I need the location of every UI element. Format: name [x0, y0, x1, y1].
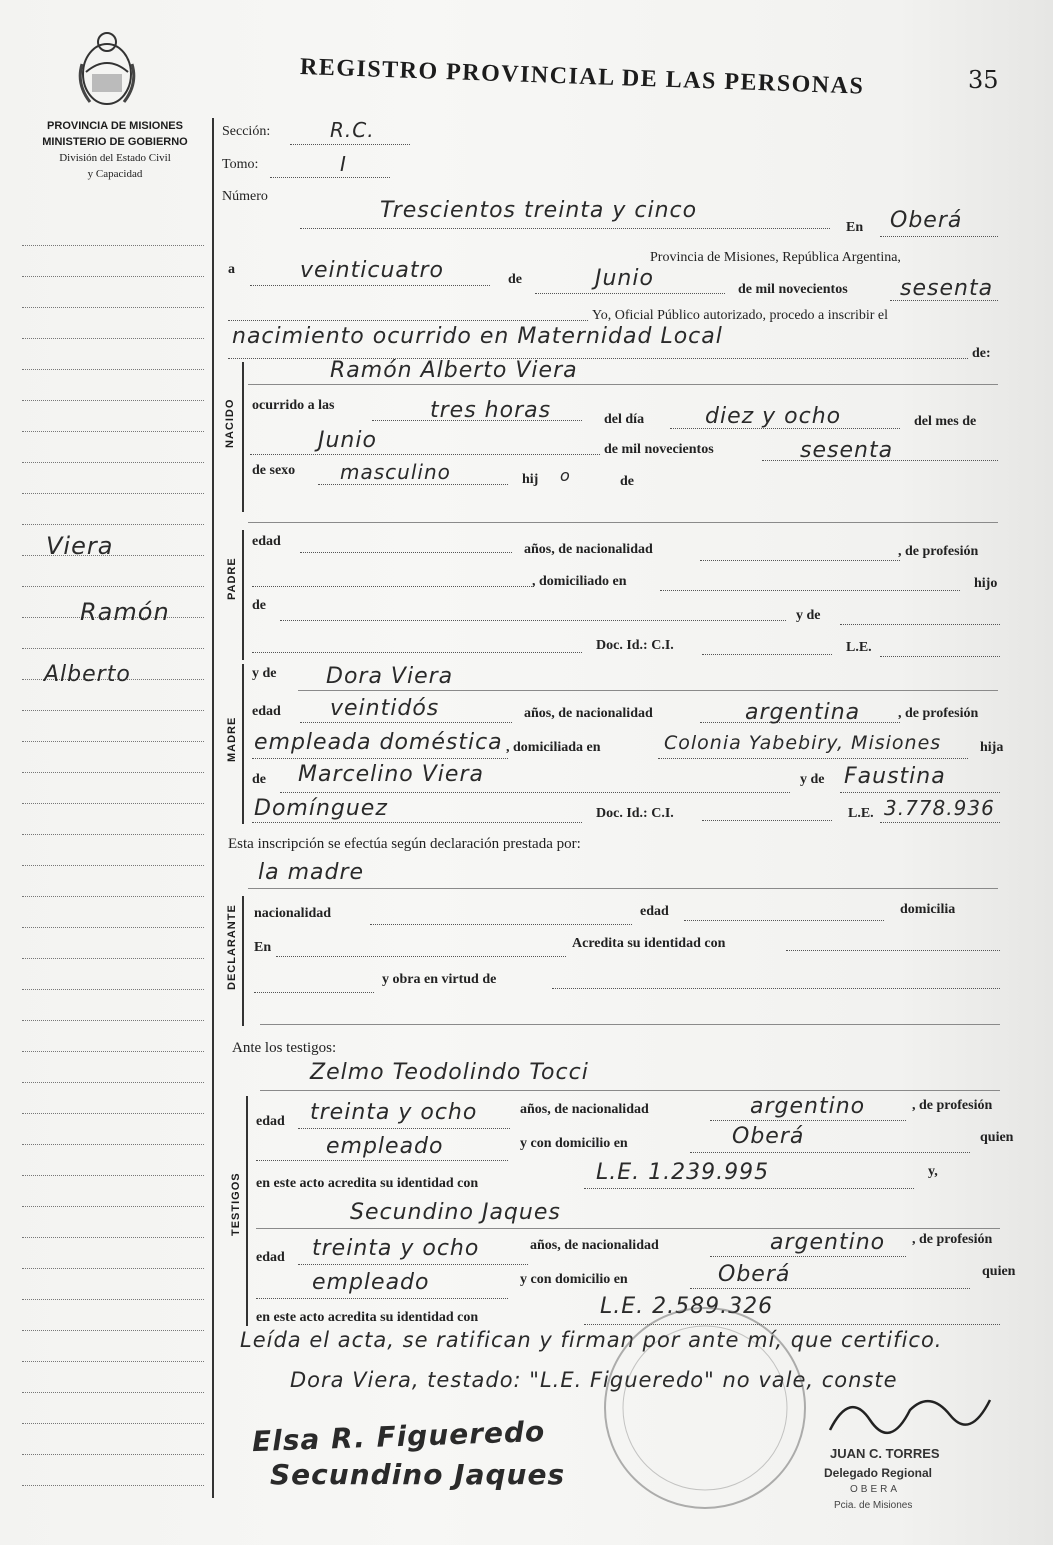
padre-section-label: PADRE — [226, 557, 238, 600]
padre-dom-label: , domiciliado en — [532, 574, 627, 589]
t1-prof-label: , de profesión — [912, 1098, 993, 1113]
madre-hija-label: hija — [980, 740, 1004, 755]
margin-ruled-line — [22, 989, 204, 990]
margin-ruled-line — [22, 1113, 204, 1114]
mes-nac-value: Junio — [318, 428, 377, 453]
declarante-obra-pre-line — [254, 992, 374, 993]
oficial-lugar: OBERA — [850, 1484, 901, 1495]
margin-ruled-line — [22, 276, 204, 277]
padre-edad-line — [300, 552, 512, 553]
margin-ruled-line — [22, 1268, 204, 1269]
t1-y-label: y, — [928, 1164, 938, 1179]
padre-hijo-label: hijo — [974, 576, 998, 591]
t2-nac-value: argentino — [770, 1230, 886, 1255]
abuela-line — [840, 792, 1000, 793]
madre-nac-value: argentina — [745, 700, 861, 725]
t2-edad-value: treinta y ocho — [312, 1236, 480, 1261]
padre-le-label: L.E. — [846, 640, 872, 655]
t2-nac-line — [710, 1256, 906, 1257]
nacimiento-value: nacimiento ocurrido en Maternidad Local — [232, 324, 723, 349]
division-label: División del Estado Civil — [59, 152, 171, 164]
madre-de-label: de — [252, 772, 266, 787]
hij-suffix: o — [560, 466, 571, 485]
abuelo-line — [280, 792, 790, 793]
madre-prof-line — [252, 758, 508, 759]
padre-le-line — [880, 656, 1000, 657]
ano-value: sesenta — [900, 276, 994, 301]
madre-prof-value: empleada doméstica — [254, 730, 503, 755]
padre-nac-line — [700, 560, 900, 561]
t1-nac-line — [710, 1120, 906, 1121]
en-label: En — [846, 220, 864, 235]
t1-dom-value: Oberá — [732, 1124, 805, 1149]
official-seal-icon — [590, 1298, 820, 1518]
t1-doc-line — [584, 1188, 914, 1189]
ano-nac-value: sesenta — [800, 438, 894, 463]
declarante-acredita-line — [786, 950, 1000, 951]
margin-ruled-line — [22, 958, 204, 959]
testigo2-value: Secundino Jaques — [350, 1200, 561, 1225]
margin-ruled-line — [22, 1206, 204, 1207]
declarante-en-line — [276, 956, 566, 957]
madre-edad-line — [300, 722, 512, 723]
margin-ruled-line — [22, 1330, 204, 1331]
numero-label: Número — [222, 189, 268, 204]
t2-anos-label: años, de nacionalidad — [530, 1238, 659, 1253]
margin-ruled-line — [22, 1299, 204, 1300]
padre-abuela-line — [840, 624, 1000, 625]
margin-ruled-line — [22, 1423, 204, 1424]
madre-dom-line — [658, 758, 968, 759]
margin-divider — [212, 118, 214, 1498]
margin-ruled-line — [22, 741, 204, 742]
madre-edad-label: edad — [252, 704, 281, 719]
margin-ruled-line — [22, 493, 204, 494]
tomo-label: Tomo: — [222, 157, 259, 172]
declarante-acredita-label: Acredita su identidad con — [572, 936, 726, 951]
declarante-section-label: DECLARANTE — [226, 904, 238, 990]
t2-edad-line — [298, 1264, 528, 1265]
dia-value: veinticuatro — [300, 258, 444, 283]
margin-ruled-line — [22, 1175, 204, 1176]
testigo1-line — [260, 1090, 1000, 1091]
t2-edad-label: edad — [256, 1250, 285, 1265]
mes-nac-line — [250, 454, 600, 455]
abuela-value: Faustina — [844, 764, 946, 789]
madre-yde-label: y de — [252, 666, 277, 681]
page-number: 35 — [968, 66, 999, 94]
oficial-prov: Pcia. de Misiones — [834, 1500, 913, 1511]
margin-middle-name: Alberto — [44, 662, 131, 687]
madre-anos-label: años, de nacionalidad — [524, 706, 653, 721]
yo-label: Yo, Oficial Público autorizado, procedo a inscribir el — [592, 308, 889, 323]
t2-prof-label: , de profesión — [912, 1232, 993, 1247]
padre-prof-label: , de profesión — [898, 544, 979, 559]
madre-edad-value: veintidós — [330, 696, 440, 721]
tomo-value: I — [340, 152, 347, 176]
margin-ruled-line — [22, 710, 204, 711]
padre-dom-line — [660, 590, 960, 591]
margin-ruled-line — [22, 803, 204, 804]
cierre2-text: Dora Viera, testado: "L.E. Figueredo" no vale, conste — [290, 1368, 898, 1392]
declarante-nac-line — [370, 924, 632, 925]
t1-dom-label: y con domicilio en — [520, 1136, 628, 1151]
a-label: a — [228, 262, 235, 277]
t1-edad-label: edad — [256, 1114, 285, 1129]
madre-dom-label: , domiciliada en — [506, 740, 601, 755]
t1-quien-label: quien — [980, 1130, 1014, 1145]
de-mil-label: de mil novecientos — [738, 282, 848, 297]
padre-anos-label: años, de nacionalidad — [524, 542, 653, 557]
sexo-value: masculino — [340, 460, 451, 484]
t1-prof-line — [256, 1160, 508, 1161]
margin-ruled-line — [22, 431, 204, 432]
madre-nombre-line — [298, 690, 998, 691]
testigos-section-label: TESTIGOS — [230, 1172, 242, 1236]
nombre-value: Ramón Alberto Viera — [330, 358, 578, 383]
mes-line — [535, 293, 725, 294]
padre-doc-label: Doc. Id.: C.I. — [596, 638, 674, 653]
madre-dom-value: Colonia Yabebiry, Misiones — [664, 732, 942, 754]
abuela-ap-value: Domínguez — [254, 796, 388, 821]
declarante-edad-label: edad — [640, 904, 669, 919]
t2-doc-value: L.E. 2.589.326 — [600, 1294, 774, 1319]
t2-prof-value: empleado — [312, 1270, 430, 1295]
de-label: de — [508, 272, 522, 287]
declarante-en-label: En — [254, 940, 272, 955]
margin-ruled-line — [22, 1020, 204, 1021]
margin-ruled-line — [22, 1485, 204, 1486]
margin-ruled-line — [22, 338, 204, 339]
provincia-label: Provincia de Misiones, República Argentina, — [650, 250, 901, 265]
declarante-edad-line — [684, 920, 884, 921]
margin-ruled-line — [22, 462, 204, 463]
nacido-end-line — [248, 522, 998, 523]
margin-ruled-line — [22, 834, 204, 835]
madre-prof-label: , de profesión — [898, 706, 979, 721]
t2-dom-line — [690, 1288, 970, 1289]
declarante-value: la madre — [258, 860, 365, 885]
margin-ruled-line — [22, 245, 204, 246]
testigo2-line — [256, 1228, 1000, 1229]
cierre-text: Leída el acta, se ratifican y firman por ante mí, que certifico. — [240, 1328, 943, 1352]
t2-prof-line — [256, 1298, 508, 1299]
ministry-header — [22, 118, 208, 182]
t2-dom-label: y con domicilio en — [520, 1272, 628, 1287]
official-signature-icon — [820, 1380, 1000, 1450]
hij-label: hij — [522, 472, 539, 487]
page-title: REGISTRO PROVINCIAL DE LAS PERSONAS — [299, 54, 865, 100]
numero-value: Trescientos treinta y cinco — [380, 198, 698, 223]
t2-acredita-label: en este acto acredita su identidad con — [256, 1310, 479, 1325]
hij-de-label: de — [620, 474, 634, 489]
t1-prof-value: empleado — [326, 1134, 444, 1159]
de-mil-nov-label: de mil novecientos — [604, 442, 714, 457]
madre-yde2-label: y de — [800, 772, 825, 787]
margin-ruled-line — [22, 1361, 204, 1362]
madre-doc-line — [702, 820, 832, 821]
pre-yo-line — [228, 320, 588, 321]
sexo-line — [318, 484, 508, 485]
mes-value: Junio — [595, 266, 654, 291]
t2-quien-label: quien — [982, 1264, 1016, 1279]
margin-ruled-line — [22, 1082, 204, 1083]
lugar-value: Oberá — [890, 208, 963, 233]
lugar-line — [880, 236, 998, 237]
madre-nombre-value: Dora Viera — [326, 664, 454, 689]
declarante-dom-label: domicilia — [900, 902, 956, 917]
t1-dom-line — [690, 1152, 970, 1153]
seccion-line — [290, 144, 410, 145]
padre-prof-line — [252, 586, 534, 587]
madre-section-label: MADRE — [226, 716, 238, 762]
t1-acredita-label: en este acto acredita su identidad con — [256, 1176, 479, 1191]
declarante-end-line — [260, 1024, 1000, 1025]
numero-line — [300, 228, 830, 229]
margin-ruled-line — [22, 307, 204, 308]
declarante-obra-line — [552, 988, 1000, 989]
declarante-bracket — [242, 896, 244, 1026]
testigo1-value: Zelmo Teodolindo Tocci — [310, 1060, 589, 1085]
t1-edad-line — [298, 1128, 510, 1129]
declarante-line — [248, 888, 998, 889]
margin-ruled-line — [22, 865, 204, 866]
seccion-value: R.C. — [330, 118, 375, 142]
margin-ruled-line — [22, 896, 204, 897]
margin-ruled-line — [22, 1144, 204, 1145]
declarante-obra-label: y obra en virtud de — [382, 972, 497, 987]
margin-first-name: Ramón — [80, 598, 170, 626]
declarante-nac-label: nacionalidad — [254, 906, 332, 921]
margin-ruled-line — [22, 1237, 204, 1238]
margin-ruled-line — [22, 1051, 204, 1052]
firma1-signature: Elsa R. Figueredo — [251, 1414, 546, 1459]
margin-ruled-line — [22, 524, 204, 525]
province-label: PROVINCIA DE MISIONES — [47, 120, 183, 132]
firma2-signature: Secundino Jaques — [270, 1458, 566, 1491]
madre-bracket — [242, 664, 244, 824]
del-dia-label: del día — [604, 412, 645, 427]
capacity-label: y Capacidad — [87, 168, 143, 180]
madre-le-value: 3.778.936 — [884, 796, 995, 820]
testigos-bracket — [246, 1096, 248, 1326]
sexo-label: de sexo — [252, 463, 296, 478]
padre-doc-line — [702, 654, 832, 655]
margin-ruled-line — [22, 400, 204, 401]
coat-of-arms-icon — [72, 24, 142, 114]
nacido-section-label: NACIDO — [224, 398, 236, 448]
margin-ruled-line — [22, 369, 204, 370]
oficial-name: JUAN C. TORRES — [830, 1446, 940, 1461]
de-colon-label: de: — [972, 346, 991, 361]
t1-edad-value: treinta y ocho — [310, 1100, 478, 1125]
t2-dom-value: Oberá — [718, 1262, 791, 1287]
inscripcion-label: Esta inscripción se efectúa según declaración prestada por: — [228, 836, 581, 852]
madre-le-label: L.E. — [848, 806, 874, 821]
padre-abuela2-line — [252, 652, 582, 653]
dia-nac-value: diez y ocho — [705, 404, 842, 429]
oficial-cargo: Delegado Regional — [824, 1466, 933, 1480]
madre-doc-label: Doc. Id.: C.I. — [596, 806, 674, 821]
ministry-label: MINISTERIO DE GOBIERNO — [42, 136, 188, 148]
padre-bracket — [242, 530, 244, 660]
margin-ruled-line — [22, 586, 204, 587]
testigos-label: Ante los testigos: — [232, 1040, 337, 1056]
t1-anos-label: años, de nacionalidad — [520, 1102, 649, 1117]
padre-abuelo-line — [280, 620, 786, 621]
t1-doc-value: L.E. 1.239.995 — [596, 1160, 770, 1185]
madre-le-line — [880, 822, 1000, 823]
seccion-label: Sección: — [222, 124, 271, 139]
tomo-line — [270, 177, 390, 178]
abuelo-value: Marcelino Viera — [298, 762, 484, 787]
horas-value: tres horas — [430, 398, 552, 423]
nombre-line — [248, 384, 998, 385]
dia-line — [250, 285, 490, 286]
padre-edad-label: edad — [252, 534, 281, 549]
t1-nac-value: argentino — [750, 1094, 866, 1119]
padre-de-label: de — [252, 598, 266, 613]
ocurrido-label: ocurrido a las — [252, 398, 335, 413]
margin-ruled-line — [22, 1454, 204, 1455]
margin-surname: Viera — [46, 532, 114, 560]
del-mes-label: del mes de — [914, 414, 977, 429]
margin-ruled-line — [22, 648, 204, 649]
margin-ruled-line — [22, 772, 204, 773]
abuela-ap-line — [252, 822, 582, 823]
padre-yde-label: y de — [796, 608, 821, 623]
margin-ruled-line — [22, 927, 204, 928]
nacido-bracket — [242, 362, 244, 512]
margin-ruled-line — [22, 1392, 204, 1393]
